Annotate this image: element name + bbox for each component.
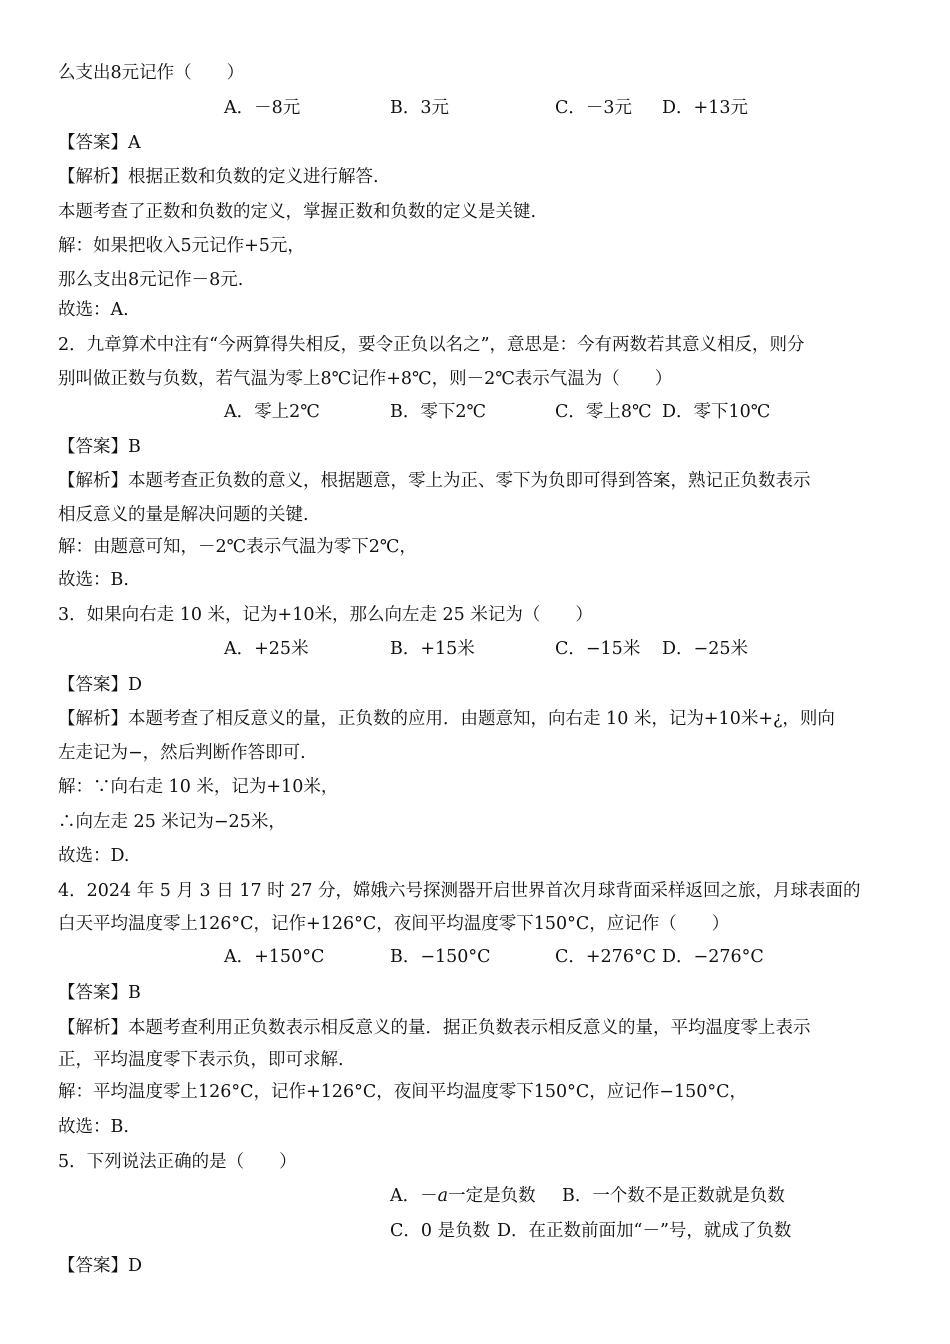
option-c: C．－3元: [555, 98, 633, 118]
question-3: 3．如果向右走 10 米，记为+10米，那么向左走 25 米记为（ ）: [58, 605, 593, 625]
answer-4: 【答案】B: [58, 983, 141, 1003]
option-d: D．−25米: [662, 639, 748, 659]
option-c: C．0 是负数: [390, 1221, 491, 1241]
solution-1: 解：如果把收入5元记作+5元，: [58, 236, 305, 256]
option-b: B．+15米: [390, 639, 475, 659]
option-a: A．+150°C: [224, 947, 325, 967]
answer-5: 【答案】D: [58, 1256, 143, 1276]
analysis-2: 【解析】本题考查正负数的意义，根据题意，零上为正、零下为负即可得到答案，熟记正负数表示: [58, 471, 811, 491]
question-1-tail: 么支出8元记作（ ）: [58, 63, 245, 83]
option-d: D．在正数前面加“－”号，就成了负数: [497, 1221, 792, 1241]
analysis-4: 【解析】本题考查利用正负数表示相反意义的量．据正负数表示相反意义的量，平均温度零上表示: [58, 1018, 811, 1038]
question-1-options: [0, 96, 950, 120]
option-a: A．零上2℃: [224, 402, 320, 422]
question-4-options: [0, 945, 950, 969]
choice-1: 故选：A.: [58, 300, 129, 320]
choice-4: 故选：B.: [58, 1117, 129, 1137]
analysis-2-cont: 相反意义的量是解决问题的关键.: [58, 505, 309, 525]
option-b: B．一个数不是正数就是负数: [562, 1186, 785, 1206]
question-2: 2．九章算术中注有“今两算得失相反，要令正负以名之”，意思是：今有两数若其意义相反，则分: [58, 335, 805, 355]
option-d: D．零下10℃: [662, 402, 771, 422]
analysis-3-cont: 左走记为−，然后判断作答即可.: [58, 743, 306, 763]
analysis-1-cont: 本题考查了正数和负数的定义，掌握正数和负数的定义是关键.: [58, 202, 537, 222]
solution-4: 解：平均温度零上126°C，记作+126°C，夜间平均温度零下150°C，应记作−150°C，: [58, 1082, 747, 1102]
option-b: B．−150°C: [390, 947, 491, 967]
question-2-cont: 别叫做正数与负数，若气温为零上8℃记作+8℃，则－2℃表示气温为（ ）: [58, 369, 673, 389]
question-5-options-row-2: [0, 1219, 950, 1243]
option-a: A．+25米: [224, 639, 309, 659]
analysis-3: 【解析】本题考查了相反意义的量，正负数的应用．由题意知，向右走 10 米，记为+10米+¿，则向: [58, 709, 835, 729]
answer-3: 【答案】D: [58, 675, 143, 695]
question-2-options: [0, 400, 950, 424]
question-3-options: [0, 637, 950, 661]
analysis-1: 【解析】根据正数和负数的定义进行解答.: [58, 167, 379, 187]
option-c: C．−15米: [555, 639, 641, 659]
option-b: B．零下2℃: [390, 402, 487, 422]
choice-3: 故选：D.: [58, 846, 130, 866]
option-c: C．零上8℃: [555, 402, 652, 422]
option-c: C．+276°C: [555, 947, 657, 967]
analysis-4-cont: 正，平均温度零下表示负，即可求解.: [58, 1050, 344, 1070]
option-a: A．－8元: [224, 98, 301, 118]
solution-3: 解：∵向右走 10 米，记为+10米，: [58, 777, 339, 797]
option-d: D．−276°C: [662, 947, 764, 967]
answer-1: 【答案】A: [58, 133, 141, 153]
option-a-suffix: 一定是负数: [448, 1186, 536, 1206]
option-a-prefix: A．－: [390, 1186, 438, 1206]
question-4: 4．2024 年 5 月 3 日 17 时 27 分，嫦娥六号探测器开启世界首次月球背面采样返回之旅，月球表面的: [58, 881, 861, 901]
option-b: B．3元: [390, 98, 449, 118]
question-5-options-row-1: [0, 1184, 950, 1208]
question-5: 5．下列说法正确的是（ ）: [58, 1152, 297, 1172]
question-4-cont: 白天平均温度零上126°C，记作+126°C，夜间平均温度零下150°C，应记作（ ）: [58, 914, 730, 934]
option-a: [390, 1184, 536, 1208]
solution-2: 解：由题意可知，－2℃表示气温为零下2℃，: [58, 537, 417, 557]
choice-2: 故选：B.: [58, 570, 129, 590]
answer-2: 【答案】B: [58, 437, 141, 457]
math-variable-a: a: [437, 1186, 449, 1206]
option-d: D．+13元: [662, 98, 748, 118]
solution-3-cont: ∴向左走 25 米记为−25米，: [58, 812, 286, 832]
solution-1-cont: 那么支出8元记作－8元.: [58, 270, 244, 290]
